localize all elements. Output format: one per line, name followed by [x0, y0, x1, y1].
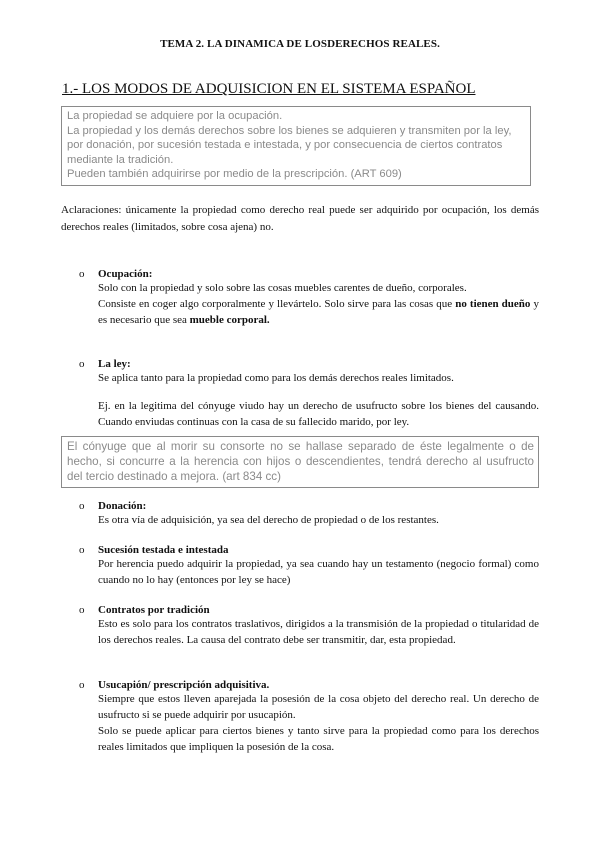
item-title: Ocupación:: [98, 268, 153, 280]
text-run: Consiste en coger algo corporalmente y llevártelo. Solo sirve para las cosas que: [98, 298, 456, 310]
item-body: [98, 616, 539, 648]
aclaraciones-paragraph: Aclaraciones: únicamente la propiedad como derecho real puede ser adquirido por ocupación, los demás derechos reales (limitados, sobre cosa ajena) no.: [61, 204, 539, 233]
item-body: [98, 691, 539, 755]
bullet-marker: o: [79, 679, 85, 691]
bullet-marker: o: [79, 500, 85, 512]
item-title: Sucesión testada e intestada: [98, 544, 229, 556]
quote-line: Pueden también adquirirse por medio de la prescripción. (ART 609): [67, 168, 402, 180]
item-title: Contratos por tradición: [98, 604, 210, 616]
bold-text: no tienen dueño: [455, 298, 531, 310]
item-title: Donación:: [98, 500, 147, 512]
item-text: Esto es solo para los contratos traslativos, dirigidos a la transmisión de la propiedad o titularidad de los derechos reales. La causa del contrato debe ser transmitir, dar, esta propiedad.: [98, 618, 539, 646]
item-text: Por herencia puedo adquirir la propiedad, ya sea cuando hay un testamento (negocio formal) como cuando no lo hay (entonces por ley se hace): [98, 558, 539, 586]
item-text: Siempre que estos lleven aparejada la posesión de la cosa objeto del derecho real. Un derecho de usufructo si se puede adquirir por usucapión.: [98, 693, 539, 721]
section-heading: 1.- LOS MODOS DE ADQUISICION EN EL SISTEMA ESPAÑOL: [62, 81, 476, 97]
legal-quote-art-609: [61, 106, 531, 186]
bullet-marker: o: [79, 268, 85, 280]
bullet-marker: o: [79, 604, 85, 616]
quote-line: La propiedad se adquiere por la ocupación.: [67, 110, 283, 122]
quote-line: La propiedad y los demás derechos sobre los bienes se adquieren y transmiten por la ley, por donación, por sucesión testada e intestada, y por consecuencia de ciertos contratos mediante la tradición.: [67, 124, 512, 166]
item-body: [98, 370, 539, 430]
item-body: [98, 512, 539, 528]
bullet-marker: o: [79, 544, 85, 556]
item-title: La ley:: [98, 358, 131, 370]
item-text: Se aplica tanto para la propiedad como para los demás derechos reales limitados.: [98, 372, 454, 384]
bullet-marker: o: [79, 358, 85, 370]
item-text: Solo con la propiedad y solo sobre las cosas muebles carentes de dueño, corporales.: [98, 282, 467, 294]
item-text: Solo se puede aplicar para ciertos bienes y tanto sirve para la propiedad como para los derechos reales limitados que impliquen la posesión de la cosa.: [98, 725, 539, 753]
bold-text: mueble corporal.: [189, 314, 270, 326]
item-text: Ej. en la legitima del cónyuge viudo hay un derecho de usufructo sobre los bienes del causando. Cuando enviudas continuas con la casa de su fallecido marido, por ley.: [98, 400, 539, 428]
item-text: Es otra vía de adquisición, ya sea del derecho de propiedad o de los restantes.: [98, 514, 439, 526]
document-title: TEMA 2. LA DINAMICA DE LOSDERECHOS REALES.: [160, 38, 440, 50]
item-body: [98, 280, 539, 328]
text-run: y es necesario que sea: [98, 298, 539, 326]
item-title: Usucapión/ prescripción adquisitiva.: [98, 679, 270, 691]
legal-quote-art-834: El cónyuge que al morir su consorte no se hallase separado de éste legalmente o de hecho, si concurre a la herencia con hijos o descendientes, tendrá derecho al usufructo del tercio destinado a mejora. (art 834 cc): [61, 436, 539, 488]
item-text: [98, 296, 539, 328]
item-body: [98, 556, 539, 588]
